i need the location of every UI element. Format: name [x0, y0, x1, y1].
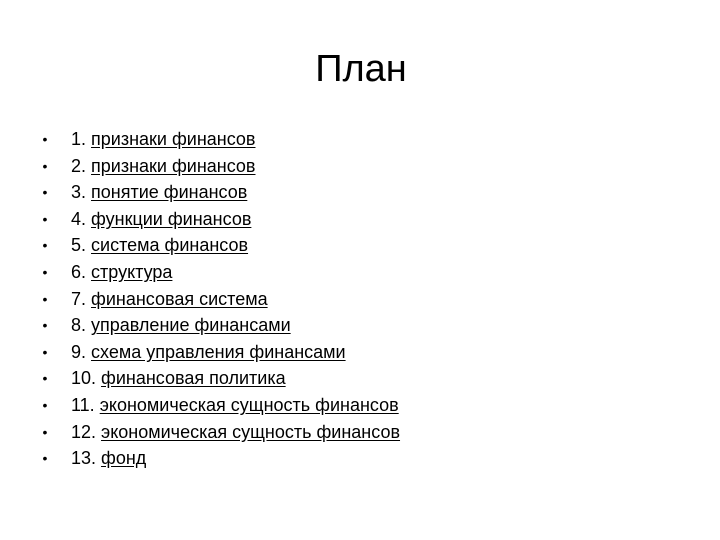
item-number: 12.	[71, 421, 97, 442]
item-number: 1.	[71, 129, 87, 149]
plan-link[interactable]: структура	[91, 261, 173, 282]
bullet-icon: •	[42, 210, 48, 227]
bullet-icon: •	[42, 450, 48, 467]
item-number: 4.	[71, 208, 87, 229]
bullet-icon: •	[42, 370, 48, 387]
bullet-icon: •	[42, 184, 48, 201]
item-number: 7.	[71, 288, 87, 309]
plan-link[interactable]: управление финансами	[91, 315, 291, 336]
plan-link[interactable]: признаки финансов	[91, 129, 256, 149]
plan-link[interactable]: признаки финансов	[91, 155, 256, 176]
bullet-icon: •	[42, 263, 48, 280]
plan-link[interactable]: экономическая сущность финансов	[99, 394, 399, 415]
item-number: 5.	[71, 235, 87, 256]
item-number: 3.	[71, 182, 87, 203]
plan-link[interactable]: функции финансов	[91, 208, 252, 229]
item-number: 10.	[71, 368, 97, 389]
plan-link[interactable]: фонд	[101, 448, 147, 469]
slide-title-text: План	[315, 48, 407, 90]
item-number: 13.	[71, 448, 97, 469]
bullet-icon: •	[42, 237, 48, 254]
bullet-icon: •	[42, 343, 48, 360]
bullet-icon: •	[42, 290, 48, 307]
plan-link[interactable]: финансовая система	[91, 288, 268, 309]
bullet-icon: •	[42, 317, 48, 334]
item-number: 6.	[71, 261, 87, 282]
bullet-icon: •	[42, 396, 48, 413]
plan-link[interactable]: понятие финансов	[91, 182, 248, 203]
item-number: 11.	[71, 394, 95, 415]
bullet-icon: •	[42, 423, 48, 440]
bullet-icon: •	[42, 131, 48, 147]
plan-link[interactable]: финансовая политика	[101, 368, 286, 389]
plan-link[interactable]: схема управления финансами	[91, 341, 346, 362]
slide-title	[0, 44, 720, 94]
item-number: 8.	[71, 315, 87, 336]
plan-link[interactable]: экономическая сущность финансов	[101, 421, 401, 442]
bullet-icon: •	[42, 157, 48, 174]
item-number: 9.	[71, 341, 87, 362]
plan-link[interactable]: система финансов	[91, 235, 249, 256]
item-number: 2.	[71, 155, 87, 176]
